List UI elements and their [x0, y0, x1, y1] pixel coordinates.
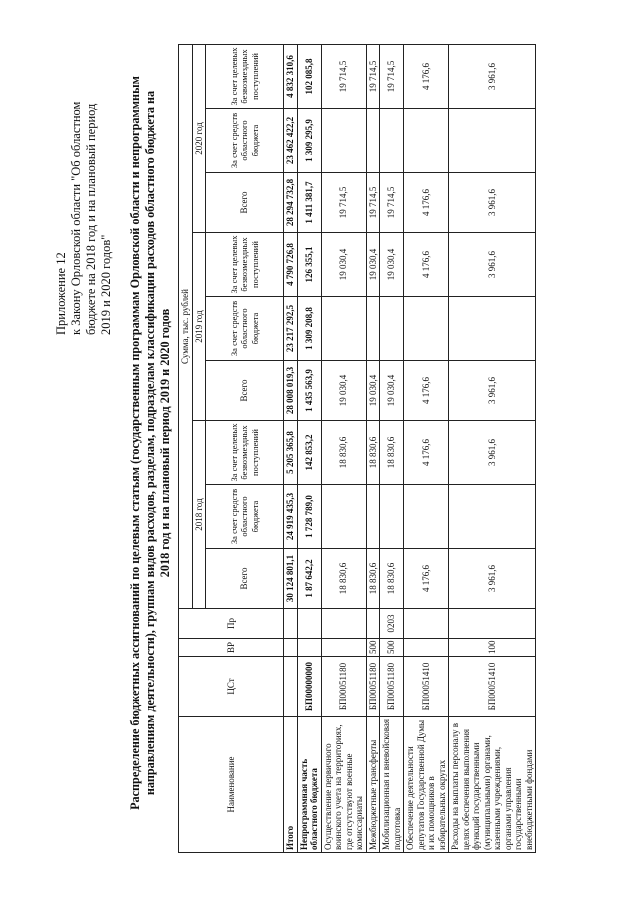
regional-2020 [321, 109, 366, 173]
targeted-2019: 126 355,1 [297, 233, 321, 297]
regional-2020: 1 309 295,9 [297, 109, 321, 173]
total-2020: 19 714,5 [380, 173, 404, 233]
year-2020-header: 2020 год [192, 44, 206, 232]
regional-2019 [380, 297, 404, 361]
targeted-2019-header: За счет целевых безвозмездных поступлений [206, 233, 284, 297]
regional-2020 [380, 109, 404, 173]
total-2019: 19 030,4 [321, 361, 366, 421]
row-name: Обеспечение деятельности депутатов Государственной Думы и их помощников в избирательных округах [404, 717, 449, 853]
targeted-2020: 4 176,6 [404, 44, 449, 108]
targeted-2020: 3 961,6 [449, 44, 536, 108]
regional-2018-header: За счет средств областного бюджета [206, 485, 284, 549]
regional-2020: 23 462 422,2 [284, 109, 298, 173]
targeted-2020-header: За счет целевых безвозмездных поступлений [206, 44, 284, 108]
total-2019: 19 030,4 [380, 361, 404, 421]
row-vr [321, 639, 366, 657]
total-2018: 4 176,6 [404, 549, 449, 609]
row-pr [321, 609, 366, 639]
targeted-2018: 4 176,6 [404, 421, 449, 485]
total-2018: 3 961,6 [449, 549, 536, 609]
targeted-2020: 19 714,5 [366, 44, 380, 108]
row-vr [404, 639, 449, 657]
regional-2019 [449, 297, 536, 361]
total-2018: 18 830,6 [321, 549, 366, 609]
row-vr [284, 639, 298, 657]
regional-2019 [404, 297, 449, 361]
row-cst: БП00051180 [321, 657, 366, 717]
regional-2018: 1 728 789,0 [297, 485, 321, 549]
regional-2018 [404, 485, 449, 549]
table-row [284, 44, 298, 852]
table-row [380, 44, 404, 852]
total-2020: 4 176,6 [404, 173, 449, 233]
row-pr [366, 609, 380, 639]
targeted-2018: 18 830,6 [380, 421, 404, 485]
total-2020-header: Всего [206, 173, 284, 233]
title-line-1: Распределение бюджетных ассигнований по целевым статьям (государственным программам Орловской области и непрограммным [128, 76, 142, 810]
targeted-2018-header: За счет целевых безвозмездных поступлений [206, 421, 284, 485]
targeted-2019: 19 030,4 [366, 233, 380, 297]
row-cst: БП00051180 [380, 657, 404, 717]
total-2019: 4 176,6 [404, 361, 449, 421]
table-row [297, 44, 321, 852]
budget-table [178, 44, 536, 853]
total-2019: 3 961,6 [449, 361, 536, 421]
total-2020: 3 961,6 [449, 173, 536, 233]
targeted-2018: 18 830,6 [321, 421, 366, 485]
amount-header: Сумма, тыс. рублей [179, 44, 193, 608]
regional-2020-header: За счет средств областного бюджета [206, 109, 284, 173]
appendix-line-2: к Закону Орловской области "Об областном [69, 101, 83, 335]
total-2020: 19 714,5 [366, 173, 380, 233]
row-vr: 500 [380, 639, 404, 657]
row-name: Итого [284, 717, 298, 853]
title-line-3: 2018 год и на плановый период 2019 и 2020 годов [158, 308, 172, 578]
total-2020: 19 714,5 [321, 173, 366, 233]
row-cst: БП00000000 [297, 657, 321, 717]
targeted-2018: 142 853,2 [297, 421, 321, 485]
targeted-2020: 102 085,8 [297, 44, 321, 108]
regional-2019: 23 217 292,5 [284, 297, 298, 361]
regional-2018: 24 919 435,3 [284, 485, 298, 549]
total-2018: 18 830,6 [380, 549, 404, 609]
total-2020: 28 294 732,8 [284, 173, 298, 233]
appendix-line-4: 2019 и 2020 годов" [99, 234, 113, 335]
regional-2018 [449, 485, 536, 549]
regional-2019 [366, 297, 380, 361]
regional-2020 [366, 109, 380, 173]
row-name: Мобилизационная и вневойсковая подготовка [380, 717, 404, 853]
appendix-line-3: бюджете на 2018 год и на плановый период [84, 103, 98, 335]
document-title [128, 33, 173, 853]
year-2019-header: 2019 год [192, 233, 206, 421]
col-pr-header: Пр [179, 609, 284, 639]
row-name: Непрограммная часть областного бюджета [297, 717, 321, 853]
title-line-2: направлениям деятельности), группам видов расходов, разделам, подразделам классификации расходов областного бюджета на [143, 90, 157, 796]
targeted-2018: 18 830,6 [366, 421, 380, 485]
targeted-2019: 19 030,4 [380, 233, 404, 297]
appendix-number: Приложение 12 [54, 252, 68, 335]
row-cst [284, 657, 298, 717]
table-row [366, 44, 380, 852]
col-name-header: Наименование [179, 717, 284, 853]
row-name: Расходы на выплаты персоналу в целях обеспечения выполнения функций государственными (муниципальными) органами, казенными учреждениями, органами управления государственными внебюджетными фондами [449, 717, 536, 853]
col-cst-header: ЦСт [179, 657, 284, 717]
appendix-note [54, 55, 114, 335]
targeted-2020: 19 714,5 [380, 44, 404, 108]
table-row [404, 44, 449, 852]
row-cst: БП00051180 [366, 657, 380, 717]
targeted-2018: 3 961,6 [449, 421, 536, 485]
row-vr [297, 639, 321, 657]
regional-2018 [366, 485, 380, 549]
total-2019-header: Всего [206, 361, 284, 421]
targeted-2019: 4 176,6 [404, 233, 449, 297]
total-2018: 30 124 801,1 [284, 549, 298, 609]
row-pr: 0203 [380, 609, 404, 639]
table-row [321, 44, 366, 852]
total-2018: 18 830,6 [366, 549, 380, 609]
targeted-2020: 4 832 310,6 [284, 44, 298, 108]
total-2018: 1 87 642,2 [297, 549, 321, 609]
total-2019: 1 435 563,9 [297, 361, 321, 421]
row-name: Осуществление первичного воинского учета на территориях, где отсутствуют военные комиссариаты [321, 717, 366, 853]
total-2019: 19 030,4 [366, 361, 380, 421]
table-row [449, 44, 536, 852]
targeted-2020: 19 714,5 [321, 44, 366, 108]
targeted-2019: 19 030,4 [321, 233, 366, 297]
row-vr: 500 [366, 639, 380, 657]
targeted-2018: 5 205 365,8 [284, 421, 298, 485]
regional-2019 [321, 297, 366, 361]
regional-2018 [380, 485, 404, 549]
row-vr: 100 [449, 639, 536, 657]
targeted-2019: 4 790 726,8 [284, 233, 298, 297]
regional-2020 [404, 109, 449, 173]
row-pr [297, 609, 321, 639]
row-cst: БП00051410 [404, 657, 449, 717]
regional-2020 [449, 109, 536, 173]
col-vr-header: ВР [179, 639, 284, 657]
row-cst: БП00051410 [449, 657, 536, 717]
year-2018-header: 2018 год [192, 421, 206, 609]
row-name: Межбюджетные трансферты [366, 717, 380, 853]
regional-2019: 1 309 208,8 [297, 297, 321, 361]
total-2020: 1 411 381,7 [297, 173, 321, 233]
total-2019: 28 008 019,3 [284, 361, 298, 421]
row-pr [449, 609, 536, 639]
row-pr [284, 609, 298, 639]
regional-2018 [321, 485, 366, 549]
total-2018-header: Всего [206, 549, 284, 609]
targeted-2019: 3 961,6 [449, 233, 536, 297]
row-pr [404, 609, 449, 639]
regional-2019-header: За счет средств областного бюджета [206, 297, 284, 361]
